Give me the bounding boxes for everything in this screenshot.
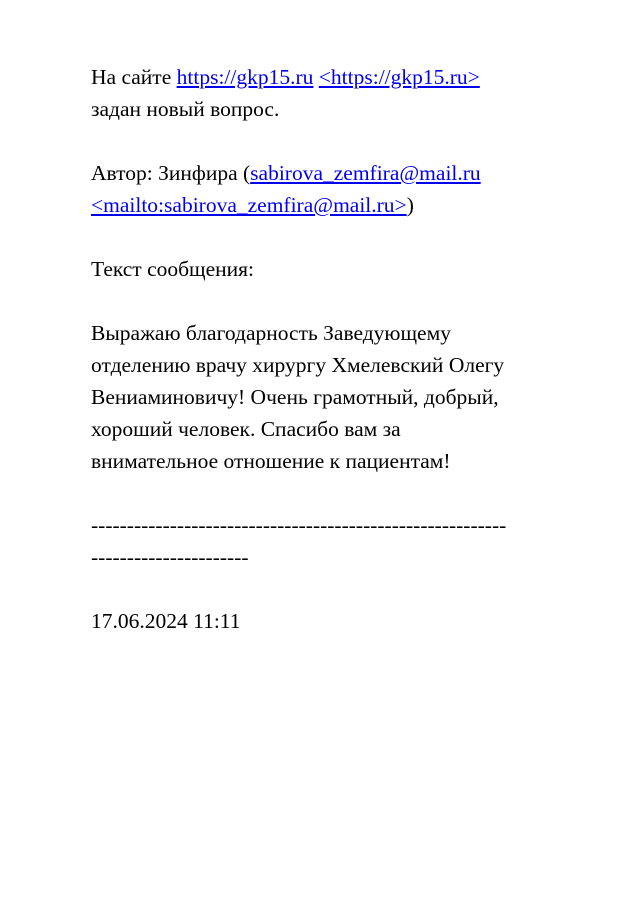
author-paragraph bbox=[91, 157, 601, 221]
message-line: Вениаминовичу! Очень грамотный, добрый, bbox=[91, 385, 499, 409]
separator bbox=[91, 509, 601, 573]
message-body bbox=[91, 317, 601, 477]
message-line: Выражаю благодарность Заведующему bbox=[91, 321, 451, 345]
site-link-full[interactable]: <https://gkp15.ru> bbox=[318, 65, 480, 89]
spacer bbox=[91, 573, 601, 605]
message-line: отделению врачу хирургу Хмелевский Олегу bbox=[91, 353, 505, 377]
message-heading: Текст сообщения: bbox=[91, 257, 255, 281]
separator-line: ---------------------------------------------------------- bbox=[91, 513, 507, 537]
author-mailto-link[interactable]: <mailto:sabirova_zemfira@mail.ru> bbox=[91, 193, 407, 217]
site-link[interactable]: https://gkp15.ru bbox=[176, 65, 314, 89]
intro-paragraph bbox=[91, 61, 601, 125]
email-document bbox=[91, 61, 601, 637]
message-line: внимательное отношение к пациентам! bbox=[91, 449, 451, 473]
author-close-paren: ) bbox=[406, 193, 414, 217]
intro-prefix: На сайте bbox=[91, 65, 177, 89]
spacer bbox=[91, 125, 601, 157]
message-line: хороший человек. Спасибо вам за bbox=[91, 417, 401, 441]
author-email-link[interactable]: sabirova_zemfira@mail.ru bbox=[250, 161, 481, 185]
author-label: Автор: Зинфира ( bbox=[91, 161, 251, 185]
intro-suffix: задан новый вопрос. bbox=[91, 97, 280, 121]
spacer bbox=[91, 221, 601, 253]
spacer bbox=[91, 285, 601, 317]
spacer bbox=[91, 477, 601, 509]
separator-line: ---------------------- bbox=[91, 545, 249, 569]
timestamp: 17.06.2024 11:11 bbox=[91, 609, 241, 633]
